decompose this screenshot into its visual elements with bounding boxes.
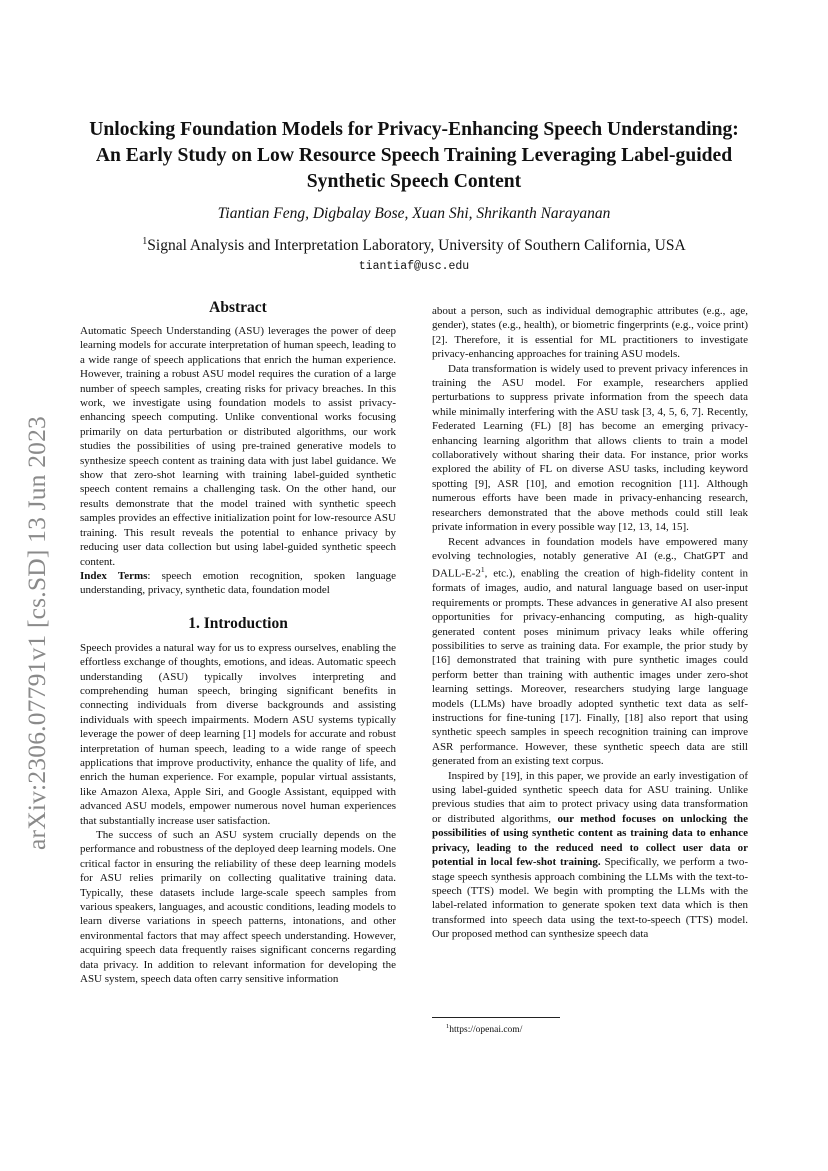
affiliation — [80, 236, 748, 255]
intro-paragraph-5-part-b: Specifically, we perform a two-stage speech synthesis approach combining the LLMs with the text-to-speech (TTS) model. We begin with prompting the LLMs with the label-related information to generate spoken text data which is then transformed into speech data using the text-to-speech (TTS) model. Our proposed method can synthesize speech data — [432, 856, 748, 941]
title-line-2: An Early Study on Low Resource Speech Training Leveraging Label-guided — [95, 145, 733, 166]
affiliation-text: Signal Analysis and Interpretation Laboratory, University of Southern California, USA — [147, 237, 686, 255]
title-line-1: Unlocking Foundation Models for Privacy-Enhancing Speech Understanding: — [89, 119, 739, 140]
footnote-reference: 1 — [480, 565, 485, 575]
affiliation-mark: 1 — [142, 236, 148, 247]
intro-paragraph-1: Speech provides a natural way for us to express ourselves, enabling the effortless exchange of thoughts, emotions, and ideas. Automatic speech understanding (ASU) typically involves interpreting and comprehending human speech, bringing significant benefits in connecting individuals from diverse backgrounds and assisting individuals with speech impairments. Modern ASU systems typically leverage the power of deep learning [1] models for accurate and robust interpretation of human speech, leading to a wide range of speech applications that improve productivity, enhance the quality of life, and enrich the human experience. For example, popular virtual assistants, like Amazon Alexa, Apple Siri, and Google Assistant, equipped with advanced ASU models, empower numerous novel human experiences that substantially increase user satisfaction. — [80, 641, 396, 827]
author-email: tiantiaf@usc.edu — [358, 260, 470, 273]
introduction-heading: 1. Introduction — [188, 614, 288, 632]
intro-paragraph-5-emphasis: our method focuses on unlocking the possibilities of using synthetic content as training data to enhance privacy, leading to the reduced need to collect user data or potential in local few-shot training. — [432, 812, 748, 869]
abstract-heading: Abstract — [209, 299, 267, 316]
footnote — [446, 1021, 746, 1036]
intro-paragraph-4 — [432, 535, 748, 769]
intro-paragraph-4-part-b: , etc.), enabling the creation of high-fidelity content in formats of images, audio, and natural language based on user-input requirements or prompts. These advances in generative AI also present opportunities for privacy-enhancing computing, as high-quality generated content poses minimum privacy leaks while offering possibilities to serve as training data. For example, the prior study by [16] demonstrated that training with pure synthetic images could perform better than training with authentic images under zero-shot learning settings. Moreover, researchers studying large language models (LLMs) have broadly adopted synthetic text data as self-instructions for fine-tuning [17]. Finally, [18] also report that using synthetic speech samples in speech recognition training can improve ASR performance. However, these synthetic speech data are still generated from an existing text corpus. — [432, 567, 748, 768]
footnote-link[interactable]: https://openai.com/ — [449, 1025, 523, 1036]
abstract-text: Automatic Speech Understanding (ASU) leverages the power of deep learning models for accurate interpretation of human speech, leading to a wide range of speech applications that enrich the human experience. However, training a robust ASU model requires the curation of a large number of speech samples, creating risks for privacy breaches. In this work, we investigate using foundation models to assist privacy-enhancing speech computing. Unlike conventional works focusing primarily on data perturbation or distributed algorithms, our work studies the possibilities of using pre-trained generative models to synthesize speech content as training data with just label guidance. We show that zero-shot learning with training label-guided synthetic speech content remains a challenging task. On the other hand, our results demonstrate that the model trained with synthetic speech samples provides an effective initialization point for low-resource ASU training. This result reveals the potential to enhance privacy by reducing user data collection but using label-guided synthetic speech content. — [80, 325, 396, 568]
right-column — [432, 304, 748, 942]
footnote-mark: 1 — [446, 1023, 450, 1030]
intro-paragraph-5-part-a: Inspired by [19], in this paper, we provide an early investigation of using label-guided synthetic speech data for ASU training. Unlike previous studies that aim to protect privacy using data transformation or distributed algorithms, — [432, 769, 748, 825]
index-terms-text: : speech emotion recognition, spoken language understanding, privacy, synthetic data, foundation model — [80, 569, 396, 597]
intro-paragraph-5 — [432, 769, 748, 942]
left-column — [80, 298, 396, 986]
footnote-divider — [432, 1017, 560, 1018]
intro-paragraph-4-part-a: Recent advances in foundation models have empowered many evolving technologies, notably generative AI (e.g., ChatGPT and DALL-E-2 — [432, 535, 748, 580]
index-terms-label: Index Terms — [80, 569, 148, 582]
author-list: Tiantian Feng, Digbalay Bose, Xuan Shi, Shrikanth Narayanan — [217, 205, 611, 222]
paper-title — [80, 117, 748, 195]
intro-paragraph-3: Data transformation is widely used to prevent privacy inferences in training the ASU model. For example, researchers applied perturbations to suppress private information from the speech data while minimally interfering with the ASU task [3, 4, 5, 6, 7]. Recently, Federated Learning (FL) [8] has become an emerging privacy-enhancing learning algorithm that allows clients to train a model collaboratively without sharing their data. For instance, prior works explored the ability of FL on diverse ASU tasks, including keyword spotting [9], ASR [10], and emotion recognition [11]. Although numerous efforts have been made in privacy-enhancing research, researchers demonstrated that the above methods could still leak private information in every possible way [12, 13, 14, 15]. — [432, 362, 748, 534]
arxiv-identifier-stamp: arXiv:2306.07791v1 [cs.SD] 13 Jun 2023 — [22, 416, 51, 850]
title-line-3: Synthetic Speech Content — [306, 171, 522, 192]
index-terms — [80, 569, 396, 598]
intro-paragraph-2-continued: about a person, such as individual demographic attributes (e.g., age, gender), states (e.g., health), or biometric fingerprints (e.g., voice print) [2]. Therefore, it is essential for ML practitioners to investigate privacy-enhancing approaches for training ASU models. — [432, 305, 748, 361]
intro-paragraph-2: The success of such an ASU system crucially depends on the performance and robustness of the deployed deep learning models. One critical factor in ensuring the reliability of these deep learning models for ASU relies primarily on collecting qualitative training data. Typically, these datasets include large-scale speech samples from various speakers, languages, and acoustic conditions, leading models to learn diverse variations in speech patterns, intonations, and other environmental factors that may affect speech understanding. However, acquiring speech data frequently raises significant concerns regarding data privacy. In addition to relevant information for developing the ASU system, speech data often carry sensitive information — [80, 829, 396, 986]
